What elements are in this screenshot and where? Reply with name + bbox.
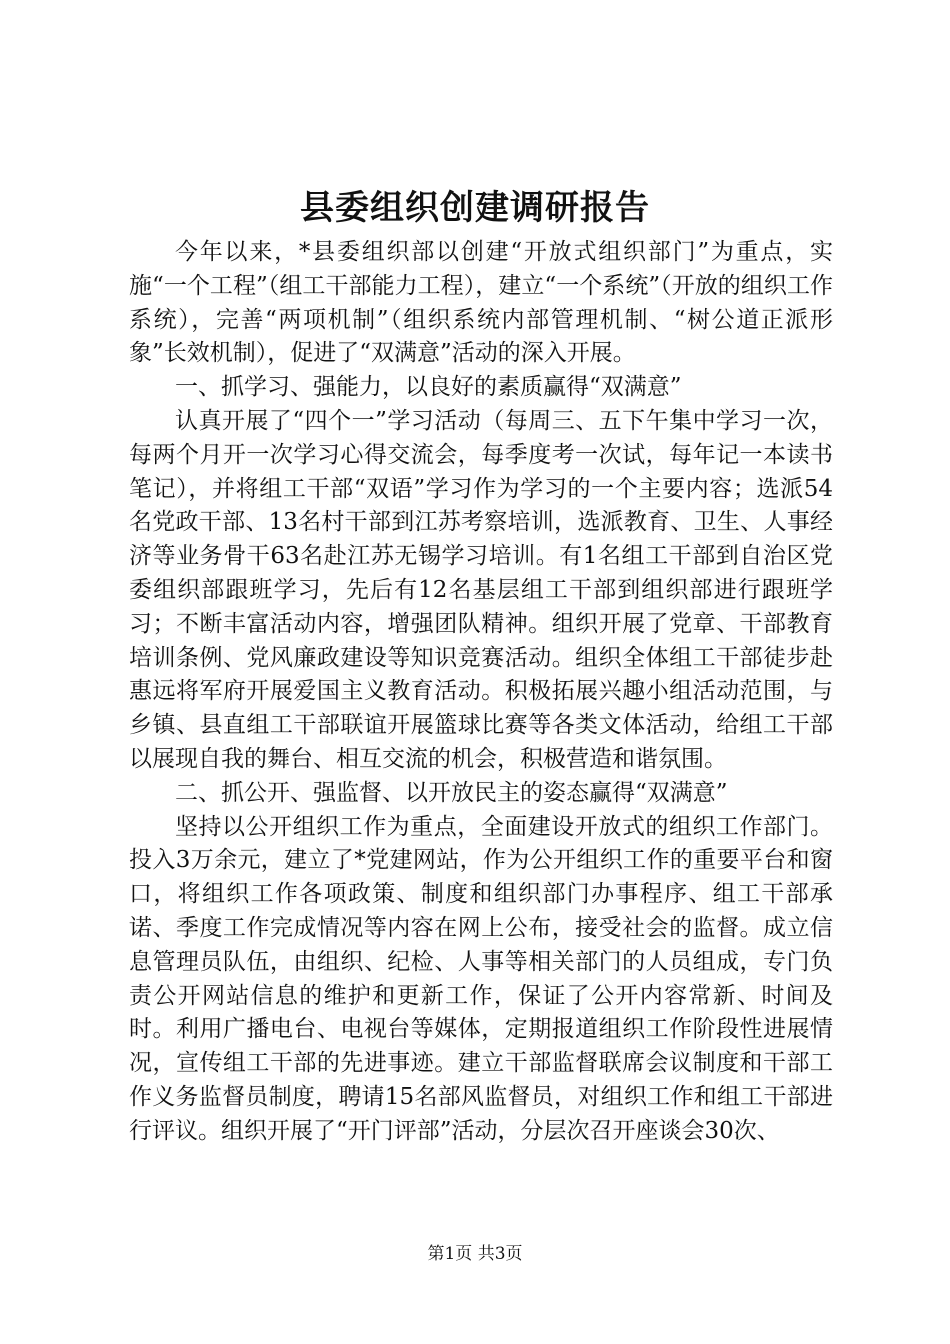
section-heading-2: 二、抓公开、强监督、以开放民主的姿态赢得“双满意” bbox=[175, 779, 728, 806]
document-title: 县委组织创建调研报告 bbox=[300, 188, 650, 228]
page-number-footer: 第1页 共3页 bbox=[427, 1244, 523, 1264]
intro-paragraph: 今年以来，*县委组织部以创建“开放式组织部门”为重点，实施“一个工程”（组工干部能力工程），建立“一个系统”（开放的组织工作系统），完善“两项机制”（组织系统内部管理机制、“树公道正派形象”长效机制），促进了“双满意”活动的深入开展。 bbox=[129, 239, 833, 367]
section-2-paragraph: 坚持以公开组织工作为重点，全面建设开放式的组织工作部门。投入3万余元，建立了*党建网站，作为公开组织工作的重要平台和窗口，将组织工作各项政策、制度和组织部门办事程序、组工干部承诺、季度工作完成情况等内容在网上公布，接受社会的监督。成立信息管理员队伍，由组织、纪检、人事等相关部门的人员组成，专门负责公开网站信息的维护和更新工作，保证了公开内容常新、时间及时。利用广播电台、电视台等媒体，定期报道组织工作阶段性进展情况，宣传组工干部的先进事迹。建立干部监督联席会议制度和干部工作义务监督员制度，聘请15名部风监督员，对组织工作和组工干部进行评议。组织开展了“开门评部”活动，分层次召开座谈会30次、 bbox=[129, 813, 833, 1144]
document-body bbox=[129, 236, 833, 1149]
section-1-paragraph: 认真开展了“四个一”学习活动（每周三、五下午集中学习一次，每两个月开一次学习心得交流会，每季度考一次试，每年记一本读书笔记），并将组工干部“双语”学习作为学习的一个主要内容；选派54名党政干部、13名村干部到江苏考察培训，选派教育、卫生、人事经济等业务骨干63名赴江苏无锡学习培训。有1名组工干部到自治区党委组织部跟班学习，先后有12名基层组工干部到组织部进行跟班学习；不断丰富活动内容，增强团队精神。组织开展了党章、干部教育培训条例、党风廉政建设等知识竞赛活动。组织全体组工干部徒步赴惠远将军府开展爱国主义教育活动。积极拓展兴趣小组活动范围，与乡镇、县直组工干部联谊开展篮球比赛等各类文体活动，给组工干部以展现自我的舞台、相互交流的机会，积极营造和谐氛围。 bbox=[129, 407, 833, 772]
section-heading-1: 一、抓学习、强能力，以良好的素质赢得“双满意” bbox=[175, 374, 682, 401]
